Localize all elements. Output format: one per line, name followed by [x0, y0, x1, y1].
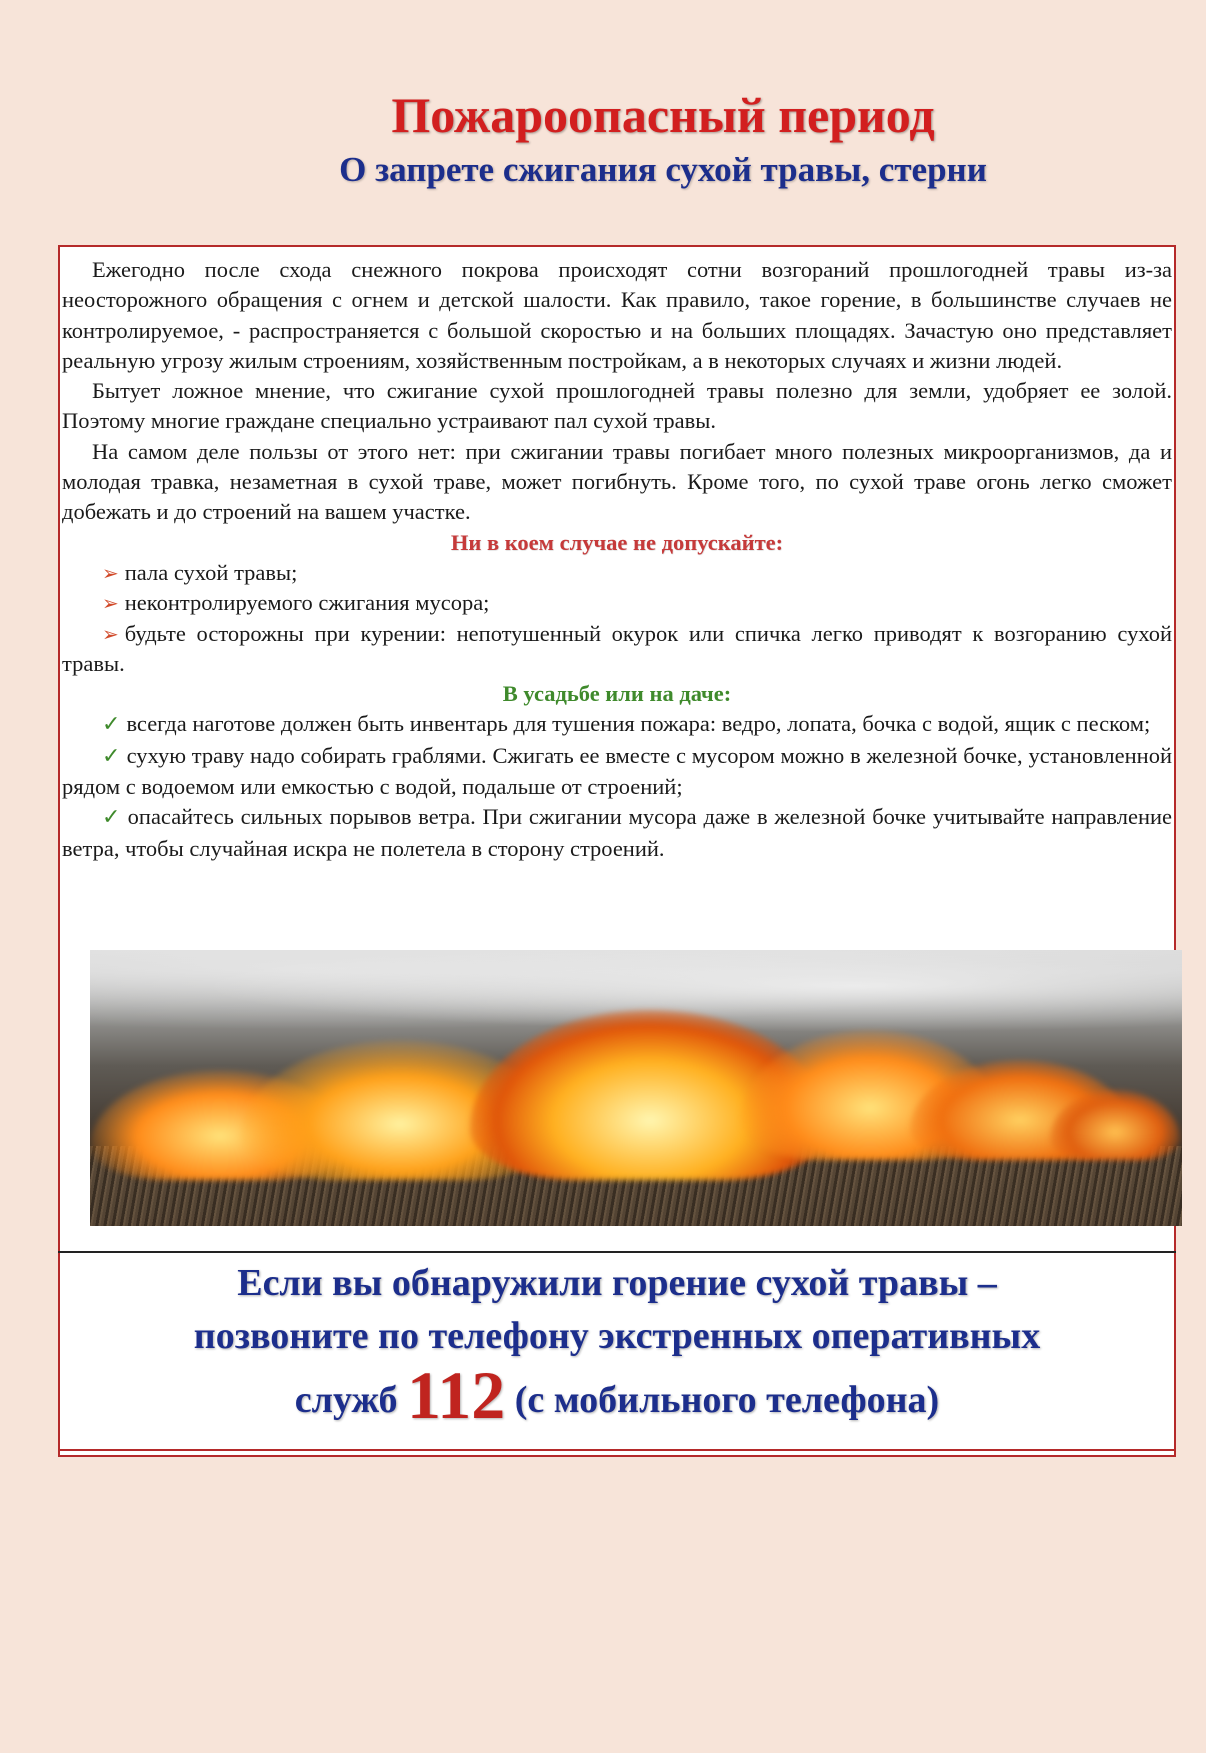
list-item: ➢ пала сухой травы;: [102, 559, 298, 585]
prohibitions-heading: Ни в коем случае не допускайте:: [450, 529, 784, 555]
dacha-heading: В усадьбе или на даче:: [502, 681, 732, 707]
paragraph-myth: Бытует ложное мнение, что сжигание сухой прошлогодней травы полезно для земли, удобряет ее золой. Поэтому многие граждане специально устраивают пал сухой травы.: [62, 378, 1172, 434]
content-frame: [58, 245, 1176, 1457]
page-title: Пожароопасный период: [391, 87, 935, 143]
list-item: ➢ будьте осторожны при курении: непотушенный окурок или спичка легко приводят к возгоранию сухой травы.: [62, 620, 1172, 676]
check-icon: ✓: [102, 805, 122, 831]
grass-fire-photo: [90, 950, 1182, 1226]
list-item: ✓ сухую траву надо собирать граблями. Сжигать ее вместе с мусором можно в железной бочке, установленной рядом с водоемом или емкостью с водой, подальше от строений;: [62, 742, 1172, 800]
cta-line-3: [60, 1357, 1174, 1433]
list-item: ➢ неконтролируемого сжигания мусора;: [102, 590, 490, 616]
arrow-icon: ➢: [102, 621, 119, 646]
arrow-icon: ➢: [102, 560, 119, 585]
cta-prefix: служб: [294, 1379, 398, 1421]
cta-suffix: (с мобильного телефона): [514, 1379, 940, 1421]
divider: [58, 1251, 1176, 1253]
arrow-icon: ➢: [102, 591, 119, 616]
paragraph-truth: На самом деле пользы от этого нет: при сжигании травы погибает много полезных микроорганизмов, да и молодая травка, незаметная в сухой траве, может погибнуть. Кроме того, по сухой траве огонь легко сможет добежать и до строений на вашем участке.: [62, 438, 1172, 525]
cta-line-2: позвоните по телефону экстренных оперативных: [193, 1315, 1041, 1357]
emergency-number: 112: [407, 1357, 506, 1433]
list-item: ✓ всегда наготове должен быть инвентарь для тушения пожара: ведро, лопата, бочка с водой, ящик с песком;: [102, 711, 1151, 738]
list-item: ✓ опасайтесь сильных порывов ветра. При сжигании мусора даже в железной бочке учитывайте направление ветра, чтобы случайная искра не полетела в сторону строений.: [62, 804, 1173, 861]
emergency-call-notice: [60, 1257, 1174, 1433]
cta-line-1: Если вы обнаружили горение сухой травы –: [237, 1262, 997, 1304]
paragraph-intro: Ежегодно после схода снежного покрова происходят сотни возгораний прошлогодней травы из-за неосторожного обращения с огнем и детской шалости. Как правило, такое горение, в большинстве случаев не контролируемое, - распространяется с большой скоростью и на больших площадях. Зачастую оно представляет реальную угрозу жилым строениям, хозяйственным постройкам, а в некоторых случаях и жизни людей.: [62, 257, 1172, 373]
text-block: [62, 255, 1172, 864]
check-icon: ✓: [102, 743, 121, 769]
page-subtitle: О запрете сжигания сухой травы, стерни: [339, 150, 987, 189]
check-icon: ✓: [102, 712, 121, 738]
bottom-border: [58, 1449, 1176, 1451]
